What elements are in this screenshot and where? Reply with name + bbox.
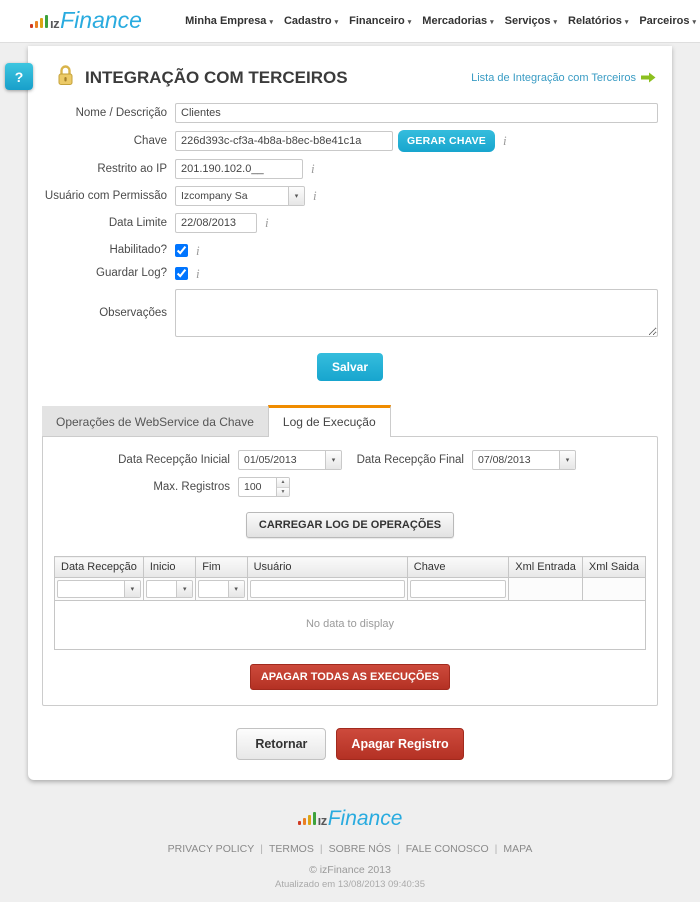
footer-link-sobre-nos[interactable]: SOBRE NÓS [328,842,392,855]
info-icon: i [196,242,200,258]
chevron-down-icon: ▾ [692,18,696,26]
info-icon: i [311,161,315,176]
table-empty-row [55,601,646,650]
data-recepcao-final-select[interactable] [472,450,576,470]
nav-item-cadastro[interactable] [284,15,338,27]
nav-item-label: Serviços [504,15,551,27]
page-footer [28,780,672,902]
main-menu [185,15,696,27]
gerar-chave-button[interactable]: GERAR CHAVE [398,130,495,152]
column-header: Usuário [247,557,407,578]
nav-item-mercadorias[interactable] [422,15,493,27]
list-link[interactable] [471,72,656,84]
chevron-down-icon: ▾ [334,18,339,26]
info-icon: i [503,133,507,148]
nav-item-minha-empresa[interactable] [185,15,273,27]
usuario-permissao-select[interactable] [175,186,305,206]
footer-link-fale-conosco[interactable]: FALE CONOSCO [405,842,489,855]
nome-descricao-input[interactable] [175,103,658,123]
chevron-down-icon: ▾ [124,581,140,597]
separator: | [260,842,263,855]
tab-log-execucao[interactable]: Log de Execução [268,405,391,437]
tab-bar [42,405,658,436]
column-header: Xml Saida [582,557,645,578]
data-recepcao-inicial-select[interactable] [238,450,342,470]
column-header: Inicio [143,557,195,578]
app-logo[interactable] [30,7,142,34]
field-label: Data Recepção Final [356,454,464,466]
copyright-text: © izFinance 2013 [309,863,391,876]
column-header: Chave [407,557,509,578]
field-label: Chave [133,135,167,147]
nav-item-label: Minha Empresa [185,15,267,27]
card-header [42,62,658,103]
logo-finance-text: Finance [327,807,403,830]
filter-data-recepcao-select[interactable] [57,580,141,598]
nav-item-servicos[interactable] [505,15,557,27]
chevron-down-icon: ▾ [407,18,412,26]
retornar-button[interactable]: Retornar [236,728,326,760]
spin-down-icon[interactable]: ▼ [277,488,289,497]
chevron-down-icon: ▾ [624,18,629,26]
top-nav [0,0,700,43]
nav-item-label: Cadastro [283,15,332,27]
filter-usuario-input[interactable] [250,580,405,598]
nav-item-financeiro[interactable] [349,15,411,27]
nav-item-label: Financeiro [349,15,405,27]
max-registros-input[interactable] [238,477,276,497]
salvar-button[interactable]: Salvar [317,353,383,381]
log-table [54,556,646,650]
filter-chave-input[interactable] [410,580,507,598]
chevron-down-icon: ▾ [176,581,192,597]
bar-chart-logo-icon [30,15,48,31]
info-icon: i [196,265,200,281]
empty-message: No data to display [55,601,646,650]
apagar-registro-button[interactable]: Apagar Registro [336,728,463,760]
field-label: Usuário com Permissão [44,190,167,202]
apagar-execucoes-button[interactable]: APAGAR TODAS AS EXECUÇÕES [250,664,450,690]
separator: | [494,842,498,855]
data-limite-input[interactable] [175,213,257,233]
updated-timestamp: Atualizado em 13/08/2013 09:40:35 [274,878,425,890]
bar-chart-logo-icon [298,812,316,828]
field-label: Data Limite [108,217,167,229]
column-header: Fim [196,557,247,578]
nav-item-relatorios[interactable] [568,15,628,27]
table-header-row [55,557,646,578]
filter-fim-select[interactable] [198,580,244,598]
field-label: Observações [99,307,167,319]
carregar-log-button[interactable]: CARREGAR LOG DE OPERAÇÕES [246,512,454,538]
chevron-down-icon: ▾ [228,581,244,597]
footer-logo [298,807,403,830]
field-label: Habilitado? [109,244,167,256]
column-header: Xml Entrada [509,557,583,578]
integration-form [42,103,658,381]
field-label: Data Recepção Inicial [118,454,230,466]
data-recepcao-inicial-value: 01/05/2013 [244,454,297,466]
page-title: INTEGRAÇÃO COM TERCEIROS [85,67,348,87]
field-label: Guardar Log? [96,267,167,279]
habilitado-checkbox[interactable] [175,244,188,257]
arrow-right-icon [641,72,656,83]
footer-link-mapa[interactable]: MAPA [503,842,533,855]
table-filter-row [55,578,646,601]
list-link-label: Lista de Integração com Terceiros [471,71,636,84]
chevron-down-icon: ▾ [559,451,575,469]
restrito-ip-input[interactable] [175,159,303,179]
info-icon: i [265,215,269,230]
footer-link-termos[interactable]: TERMOS [268,842,314,855]
chevron-down-icon: ▾ [490,18,494,26]
help-button[interactable]: ? [5,63,33,90]
spin-up-icon[interactable]: ▲ [277,478,289,488]
usuario-permissao-value: Izcompany Sa [181,190,248,202]
field-label: Max. Registros [153,481,230,493]
separator: | [397,842,400,855]
integration-card [14,46,672,780]
log-execucao-panel [42,436,658,706]
logo-iz-text: ız [50,15,60,31]
chevron-down-icon: ▾ [553,18,558,26]
field-label: Nome / Descrição [75,107,167,119]
observacoes-textarea[interactable] [175,289,658,337]
logo-iz-text: ız [317,812,327,828]
tab-operacoes-webservice[interactable]: Operações de WebService da Chave [42,406,268,436]
chevron-down-icon: ▾ [325,451,341,469]
footer-link-privacy[interactable]: PRIVACY POLICY [167,842,255,855]
nav-item-label: Parceiros [639,15,690,27]
guardar-log-checkbox[interactable] [175,267,188,280]
spinner-buttons[interactable] [276,477,290,497]
info-icon: i [313,188,317,203]
footer-links [28,843,672,855]
chevron-down-icon: ▾ [269,18,273,26]
nav-item-label: Mercadorias [422,15,488,27]
separator: | [319,842,323,855]
logo-finance-text: Finance [60,7,142,34]
max-registros-stepper[interactable] [238,477,290,497]
field-label: Restrito ao IP [97,163,167,175]
lock-icon [56,64,75,91]
nav-item-parceiros[interactable] [639,15,696,27]
chevron-down-icon: ▾ [288,187,304,205]
nav-item-label: Relatórios [568,15,622,27]
column-header: Data Recepção [55,557,144,578]
chave-input[interactable] [175,131,393,151]
data-recepcao-final-value: 07/08/2013 [478,454,531,466]
filter-inicio-select[interactable] [146,580,193,598]
